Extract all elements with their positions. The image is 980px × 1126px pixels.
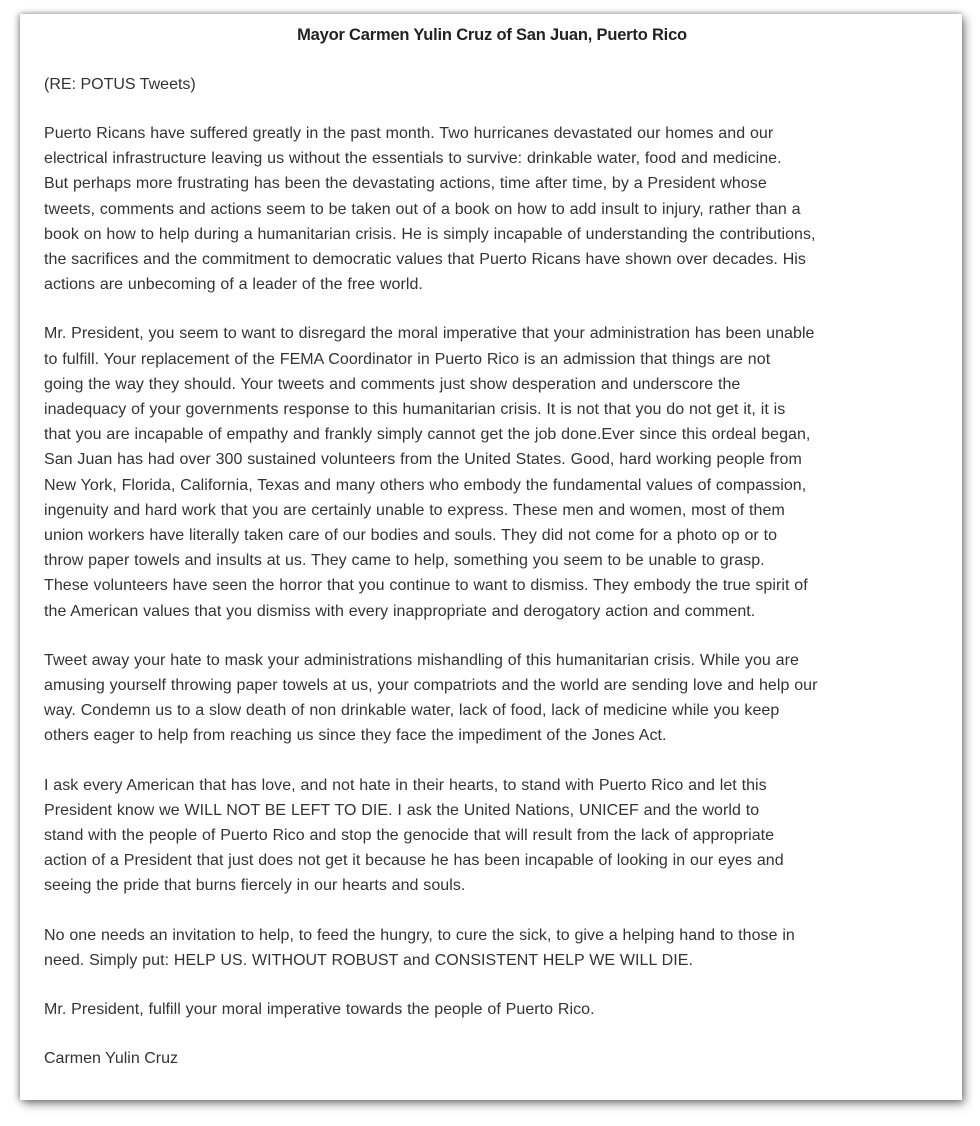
text-line: Puerto Ricans have suffered greatly in the past month. Two hurricanes devastated our homes and our xyxy=(44,125,774,142)
text-line: the sacrifices and the commitment to democratic values that Puerto Ricans have shown over decades. His xyxy=(44,251,806,269)
text-line: New York, Florida, California, Texas and many others who embody the fundamental values of compassion, xyxy=(44,476,807,494)
text-line: actions are unbecoming of a leader of the free world. xyxy=(44,276,423,294)
text-line: union workers have literally taken care of our bodies and souls. They did not come for a photo op or to xyxy=(44,527,778,545)
text-line: going the way they should. Your tweets and comments just show desperation and underscore the xyxy=(44,375,741,393)
text-line: But perhaps more frustrating has been the devastating actions, time after time, by a President whose xyxy=(44,175,767,193)
text-line: action of a President that just does not get it because he has been incapable of looking in our eyes and xyxy=(44,852,784,870)
paragraph-6 xyxy=(44,997,940,1022)
text-line: tweets, comments and actions seem to be taken out of a book on how to add insult to injury, rather than a xyxy=(44,200,801,218)
text-line: Mr. President, fulfill your moral imperative towards the people of Puerto Rico. xyxy=(44,1001,595,1019)
text-line: San Juan has had over 300 sustained volunteers from the United States. Good, hard working people from xyxy=(44,451,802,469)
text-line: to fulfill. Your replacement of the FEMA Coordinator in Puerto Rico is an admission that things are not xyxy=(44,350,771,368)
text-line: the American values that you dismiss with every inappropriate and derogatory action and comment. xyxy=(44,602,756,620)
letter-subject: (RE: POTUS Tweets) xyxy=(44,76,196,93)
text-line: need. Simply put: HELP US. WITHOUT ROBUST and CONSISTENT HELP WE WILL DIE. xyxy=(44,951,693,969)
paragraph-1 xyxy=(44,121,940,297)
paragraph-3 xyxy=(44,648,940,749)
text-line: throw paper towels and insults at us. They came to help, something you seem to be unable to grasp. xyxy=(44,552,765,570)
text-line: others eager to help from reaching us since they face the impediment of the Jones Act. xyxy=(44,727,667,745)
text-line: ingenuity and hard work that you are certainly unable to express. These men and women, most of them xyxy=(44,501,785,519)
text-line: seeing the pride that burns fiercely in our hearts and souls. xyxy=(44,877,466,895)
text-line: way. Condemn us to a slow death of non drinkable water, lack of food, lack of medicine while you keep xyxy=(44,702,780,720)
text-line: electrical infrastructure leaving us without the essentials to survive: drinkable water, food and medicine. xyxy=(44,150,782,168)
letter-card xyxy=(20,14,962,1100)
text-line: No one needs an invitation to help, to feed the hungry, to cure the sick, to give a helping hand to those in xyxy=(44,926,795,944)
text-line: inadequacy of your governments response to this humanitarian crisis. It is not that you do not get it, it is xyxy=(44,401,786,419)
text-line: President know we WILL NOT BE LEFT TO DIE. I ask the United Nations, UNICEF and the world to xyxy=(44,801,760,819)
paragraph-4 xyxy=(44,773,940,899)
text-line: Tweet away your hate to mask your administrations mishandling of this humanitarian crisis. While you are xyxy=(44,651,799,669)
paragraph-2 xyxy=(44,321,940,623)
text-line: amusing yourself throwing paper towels at us, your compatriots and the world are sending love and help our xyxy=(44,677,818,695)
paragraph-5 xyxy=(44,923,940,973)
text-line: These volunteers have seen the horror that you continue to want to dismiss. They embody the true spirit of xyxy=(44,577,808,595)
text-line: I ask every American that has love, and not hate in their hearts, to stand with Puerto Rico and let this xyxy=(44,776,767,794)
text-line: book on how to help during a humanitarian crisis. He is simply incapable of understanding the contributions, xyxy=(44,225,816,243)
signature: Carmen Yulin Cruz xyxy=(44,1050,178,1068)
text-line: that you are incapable of empathy and frankly simply cannot get the job done.Ever since this ordeal began, xyxy=(44,426,811,444)
text-line: stand with the people of Puerto Rico and stop the genocide that will result from the lack of appropriate xyxy=(44,827,775,845)
letter-title: Mayor Carmen Yulin Cruz of San Juan, Puerto Rico xyxy=(297,26,687,44)
text-line: Mr. President, you seem to want to disregard the moral imperative that your administration has been unable xyxy=(44,325,815,343)
